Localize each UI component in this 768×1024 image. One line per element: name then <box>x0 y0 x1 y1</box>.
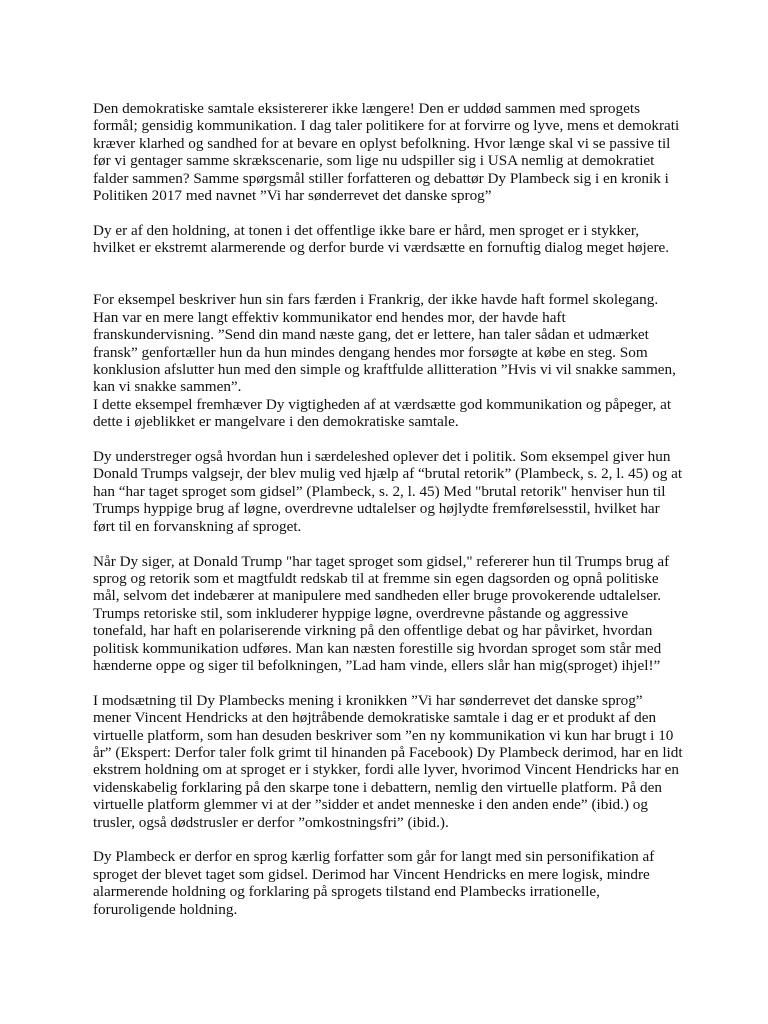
paragraph-politics: Dy understreger også hvordan hun i særdeleshed oplever det i politik. Som eksempel giver hun Donald Trumps valgsejr, der blev mulig ved hjælp af “brutal retorik” (Plambeck, s. 2, l. 45) og at han “har taget sproget som gidsel” (Plambeck, s. 2, l. 45) Med "brutal retorik" henviser hun til Trumps hyppige brug af løgne, overdrevne udtalelser og højlydte fremførelsesstil, hvilket har ført til en forvanskning af sproget. <box>93 448 683 535</box>
paragraph-example-conclusion: I dette eksempel fremhæver Dy vigtigheden af at værdsætte god kommunikation og påpeger, at dette i øjeblikket er mangelvare i den demokratiske samtale. <box>93 395 672 431</box>
paragraph-dy-holdning: Dy er af den holdning, at tonen i det offentlige ikke bare er hård, men sproget er i stykker, hvilket er ekstremt alarmerende og derfor burde vi værdsætte en fornuftig dialog meget højere. <box>93 221 670 257</box>
paragraph-example-father: For eksempel beskriver hun sin fars færden i Frankrig, der ikke havde haft formel skolegang. Han var en mere langt effektiv kommunikator end hendes mor, der havde haft franskundervisning. ”Send din mand næste gang, det er lettere, han taler sådan et udmærket fransk” genfortæller hun da hun mindes dengang hendes mor forsøgte at købe en steg. Som konklusion afslutter hun med den simple og kraftfulde allitteration ”Hvis vi vil snakke sammen, kan vi snakke sammen”. <box>93 291 676 396</box>
document-body <box>93 100 683 935</box>
paragraph-hendricks: I modsætning til Dy Plambecks mening i kronikken ”Vi har sønderrevet det danske sprog” mener Vincent Hendricks at den højtråbende demokratiske samtale i dag er et produkt af den virtuelle platform, som han desuden beskriver som ”en ny kommunikation vi kun har brugt i 10 år” (Ekspert: Derfor taler folk grimt til hinanden på Facebook) Dy Plambeck derimod, har en lidt ekstrem holdning om at sproget er i stykker, fordi alle lyver, hvorimod Vincent Hendricks har en videnskabelig forklaring på den skarpe tone i debattern, nemlig den virtuelle platform. På den virtuelle platform glemmer vi at der ”sidder et andet menneske i den anden ende” (ibid.) og trusler, også dødstrusler er derfor ”omkostningsfri” (ibid.). <box>93 691 683 831</box>
paragraph-conclusion: Dy Plambeck er derfor en sprog kærlig forfatter som går for langt med sin personifikation af sproget der blevet taget som gidsel. Derimod har Vincent Hendricks en mere logisk, mindre alarmerende holdning og forklaring på sprogets tilstand end Plambecks irrationelle, foruroligende holdning. <box>93 848 655 918</box>
paragraph-trump-hostage: Når Dy siger, at Donald Trump "har taget sproget som gidsel," refererer hun til Trumps brug af sprog og retorik som et magtfuldt redskab til at fremme sin egen dagsorden og opnå politiske mål, selvom det indebærer at manipulere med sandheden eller bruge provokerende udtalelser. Trumps retoriske stil, som inkluderer hyppige løgne, overdrevne påstande og aggressive tonefald, har haft en polariserende virkning på den offentlige debat og har påvirket, hvordan politisk kommunikation udføres. Man kan næsten forestille sig hvordan sproget som står med hænderne oppe og siger til befolkningen, ”Lad ham vinde, ellers slår han mig(sproget) ihjel!” <box>93 552 670 674</box>
paragraph-intro: Den demokratiske samtale eksistererer ikke længere! Den er uddød sammen med sprogets formål; gensidig kommunikation. I dag taler politikere for at forvirre og lyve, mens et demokrati kræver klarhed og sandhed for at bevare en oplyst befolkning. Hvor længe skal vi se passive til før vi gentager samme skrækscenarie, som lige nu udspiller sig i USA nemlig at demokratiet falder sammen? Samme spørgsmål stiller forfatteren og debattør Dy Plambeck sig i en kronik i Politiken 2017 med navnet ”Vi har sønderrevet det danske sprog” <box>93 100 680 205</box>
